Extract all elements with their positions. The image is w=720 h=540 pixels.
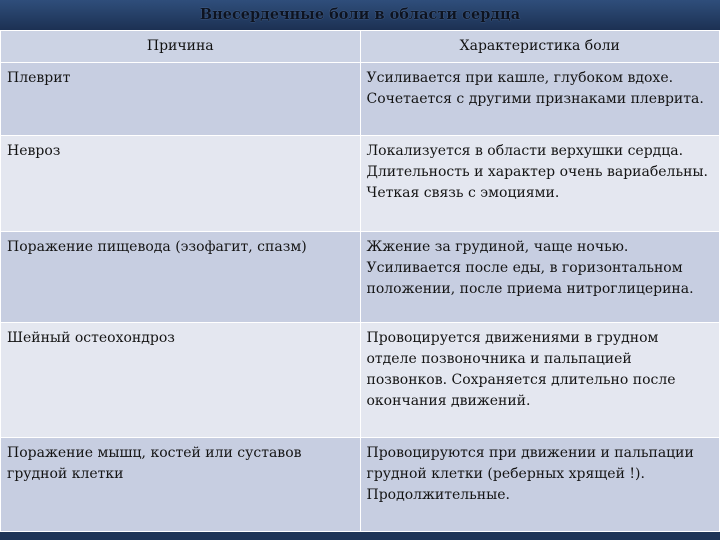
slide-title: Внесердечные боли в области сердца — [0, 0, 720, 30]
table-row — [1, 323, 720, 438]
cause-cell: Невроз — [1, 136, 361, 232]
table-row — [1, 63, 720, 136]
table-row — [1, 232, 720, 323]
table-row — [1, 438, 720, 532]
cause-cell: Плеврит — [1, 63, 361, 136]
header-characteristic: Характеристика боли — [360, 31, 720, 63]
cause-cell: Поражение мышц, костей или суставов грудной клетки — [1, 438, 361, 532]
characteristic-cell: Усиливается при кашле, глубоком вдохе. Сочетается с другими признаками плеврита. — [360, 63, 720, 136]
characteristic-cell: Провоцируются при движении и пальпации грудной клетки (реберных хрящей !). Продолжительные. — [360, 438, 720, 532]
characteristic-cell: Жжение за грудиной, чаще ночью. Усиливается после еды, в горизонтальном положении, после приема нитроглицерина. — [360, 232, 720, 323]
cause-cell: Поражение пищевода (эзофагит, спазм) — [1, 232, 361, 323]
header-cause: Причина — [1, 31, 361, 63]
table-row — [1, 136, 720, 232]
pain-table — [0, 30, 720, 532]
cause-cell: Шейный остеохондроз — [1, 323, 361, 438]
table-header-row — [1, 31, 720, 63]
characteristic-cell: Провоцируется движениями в грудном отделе позвоночника и пальпацией позвонков. Сохраняется длительно после окончания движений. — [360, 323, 720, 438]
characteristic-cell: Локализуется в области верхушки сердца. Длительность и характер очень вариабельны. Четкая связь с эмоциями. — [360, 136, 720, 232]
